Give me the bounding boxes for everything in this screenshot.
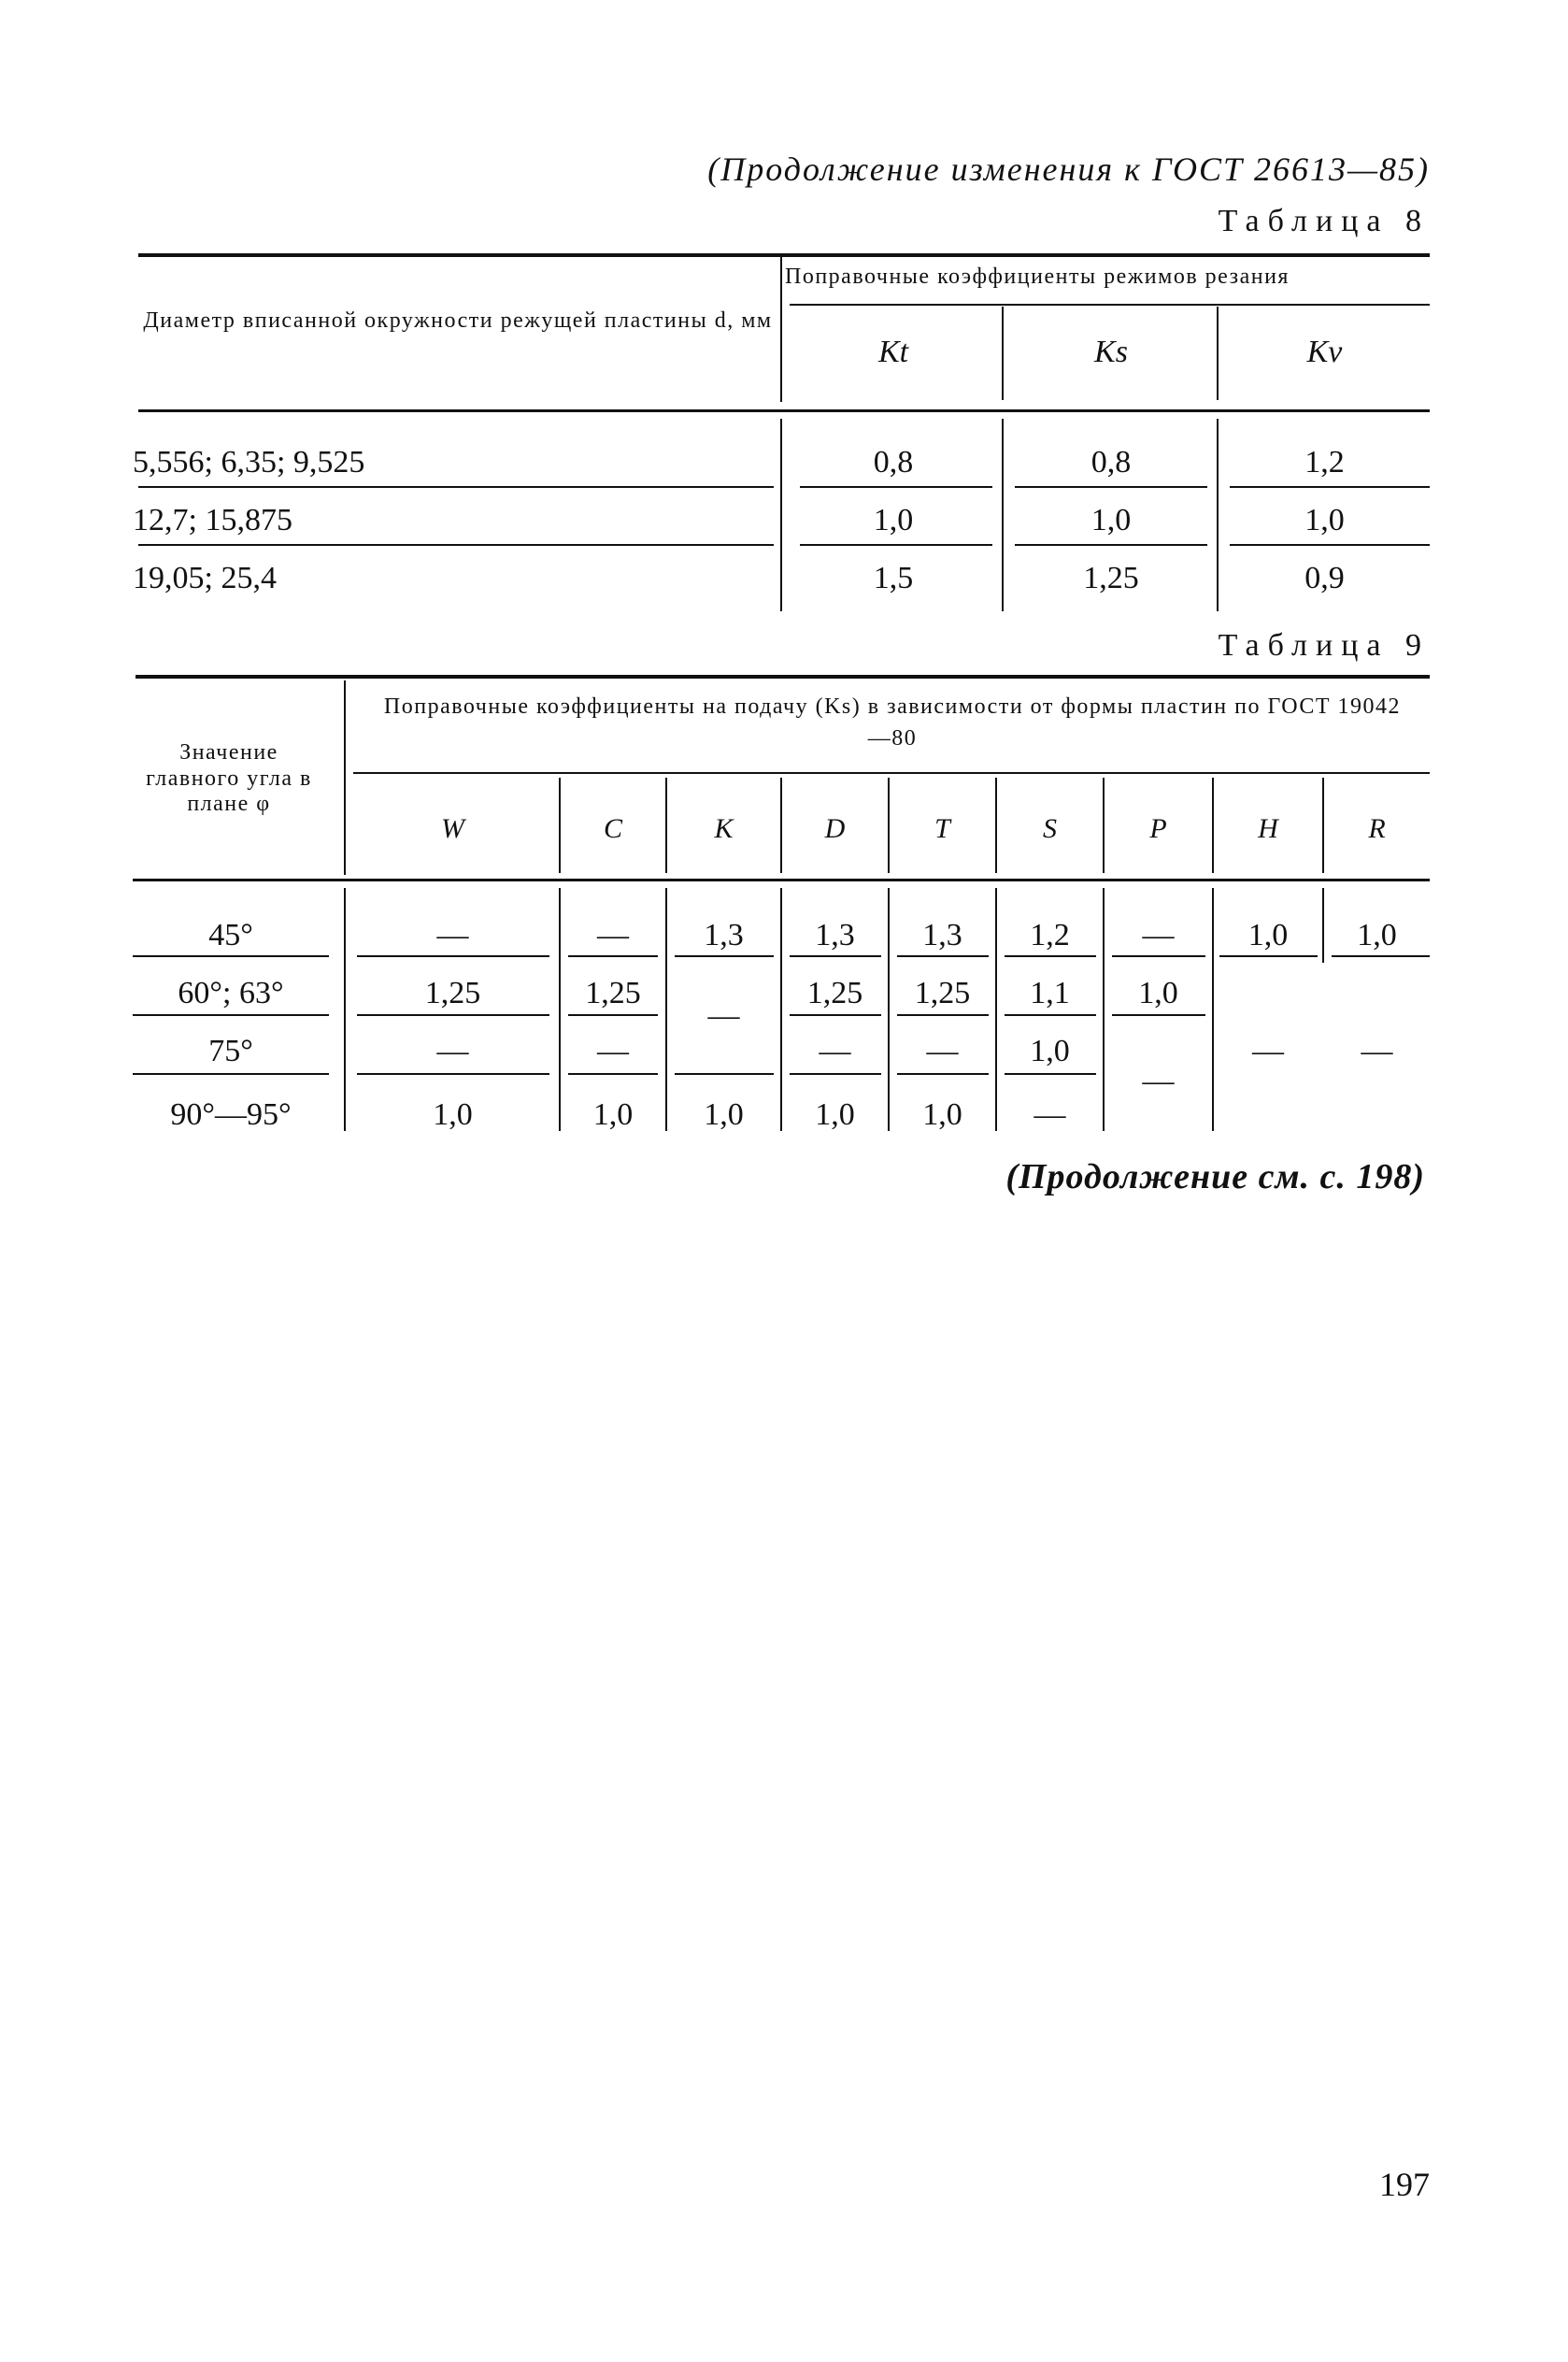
table-8-diameter-header: Диаметр вписанной окружности режущей пластины d, мм xyxy=(143,308,773,333)
table-9-cell-t: — xyxy=(926,1034,959,1068)
table-8-cell-kt: 0,8 xyxy=(873,445,914,480)
table-9-cell-p: — xyxy=(1142,918,1175,952)
table-8-header-kt: Kt xyxy=(877,335,909,369)
table-9-cell-p: — xyxy=(1142,1064,1175,1098)
page-number: 197 xyxy=(1379,2166,1430,2203)
table-9-cell-s: — xyxy=(1033,1097,1066,1132)
table-9-form-h: H xyxy=(1258,813,1278,844)
table-9-cell-w: — xyxy=(436,1034,469,1068)
table-9-title: Таблица 9 xyxy=(1218,628,1430,663)
table-8-cell-ks: 1,25 xyxy=(1083,561,1139,595)
table-9-cell-c: — xyxy=(597,918,629,952)
table-8-header-kv: Kv xyxy=(1306,335,1343,369)
continuation-footer: (Продолжение см. с. 198) xyxy=(1005,1157,1425,1196)
table-9-cell-d: 1,3 xyxy=(815,918,855,952)
table-9-form-r: R xyxy=(1368,813,1386,844)
table-9-cell-w: 1,0 xyxy=(433,1097,473,1132)
table-9-form-k: K xyxy=(714,813,734,844)
table-9-cell-angle: 45° xyxy=(208,918,253,952)
table-9-cell-p: 1,0 xyxy=(1138,976,1178,1010)
table-9-cell-s: 1,1 xyxy=(1030,976,1070,1010)
table-8-cell-ks: 1,0 xyxy=(1090,503,1132,537)
table-9-cell-c: — xyxy=(597,1034,629,1068)
table-8-title: Таблица 8 xyxy=(1218,204,1430,238)
table-8-cell-ks: 0,8 xyxy=(1090,445,1132,480)
table-8-cell-kt: 1,0 xyxy=(873,503,914,537)
table-9-cell-s: 1,2 xyxy=(1030,918,1070,952)
table-9-cell-t: 1,25 xyxy=(914,976,971,1010)
table-9-cell-c: 1,0 xyxy=(592,1097,634,1132)
table-8-cell-d: 19,05; 25,4 xyxy=(133,561,277,595)
table-8-cell-kt: 1,5 xyxy=(873,561,914,595)
table-9-cell-angle: 90°—95° xyxy=(170,1097,292,1132)
table-9-cell-s: 1,0 xyxy=(1030,1034,1070,1068)
table-9-cell-w: — xyxy=(436,918,469,952)
table-9-form-c: C xyxy=(603,813,622,844)
table-8-cell-kv: 1,2 xyxy=(1304,445,1345,480)
table-9-cell-t: 1,3 xyxy=(922,918,962,952)
table-9-cell-d: 1,0 xyxy=(815,1097,855,1132)
table-9-cell-d: 1,25 xyxy=(806,976,863,1010)
table-8-group-header: Поправочные коэффициенты режимов резания xyxy=(785,265,1290,289)
table-9-cell-c: 1,25 xyxy=(585,976,641,1010)
table-9-cell-h: — xyxy=(1252,1034,1284,1068)
table-9-form-p: P xyxy=(1149,813,1167,844)
table-9-group-header: Поправочные коэффициенты на подачу (Ks) в зависимости от формы пластин по ГОСТ 19042—80 xyxy=(383,694,1402,751)
table-9-cell-angle: 60°; 63° xyxy=(178,976,284,1010)
table-9-cell-r: — xyxy=(1361,1034,1393,1068)
table-8-cell-d: 5,556; 6,35; 9,525 xyxy=(133,445,365,480)
table-8-header-ks: Ks xyxy=(1094,335,1128,369)
table-9-cell-angle: 75° xyxy=(208,1034,253,1068)
table-9-form-s: S xyxy=(1043,813,1057,844)
table-8-cell-d: 12,7; 15,875 xyxy=(133,503,292,537)
table-9-cell-k: 1,0 xyxy=(704,1097,744,1132)
table-9-cell-r: 1,0 xyxy=(1357,918,1397,952)
continuation-header: (Продолжение изменения к ГОСТ 26613—85) xyxy=(707,150,1430,188)
table-9-form-w: W xyxy=(441,813,464,844)
table-8-cell-kv: 0,9 xyxy=(1304,561,1345,595)
table-8-cell-kv: 1,0 xyxy=(1304,503,1345,537)
table-9-cell-w: 1,25 xyxy=(424,976,481,1010)
table-9-cell-d: — xyxy=(819,1034,851,1068)
table-9-cell-k: 1,3 xyxy=(704,918,744,952)
table-9-cell-k: — xyxy=(707,998,740,1033)
table-9-form-t: T xyxy=(934,813,950,844)
table-9-cell-h: 1,0 xyxy=(1247,918,1289,952)
table-9-form-d: D xyxy=(824,813,846,844)
table-9-cell-t: 1,0 xyxy=(922,1097,962,1132)
table-9-angle-header: Значение главного угла в плане φ xyxy=(146,740,312,817)
